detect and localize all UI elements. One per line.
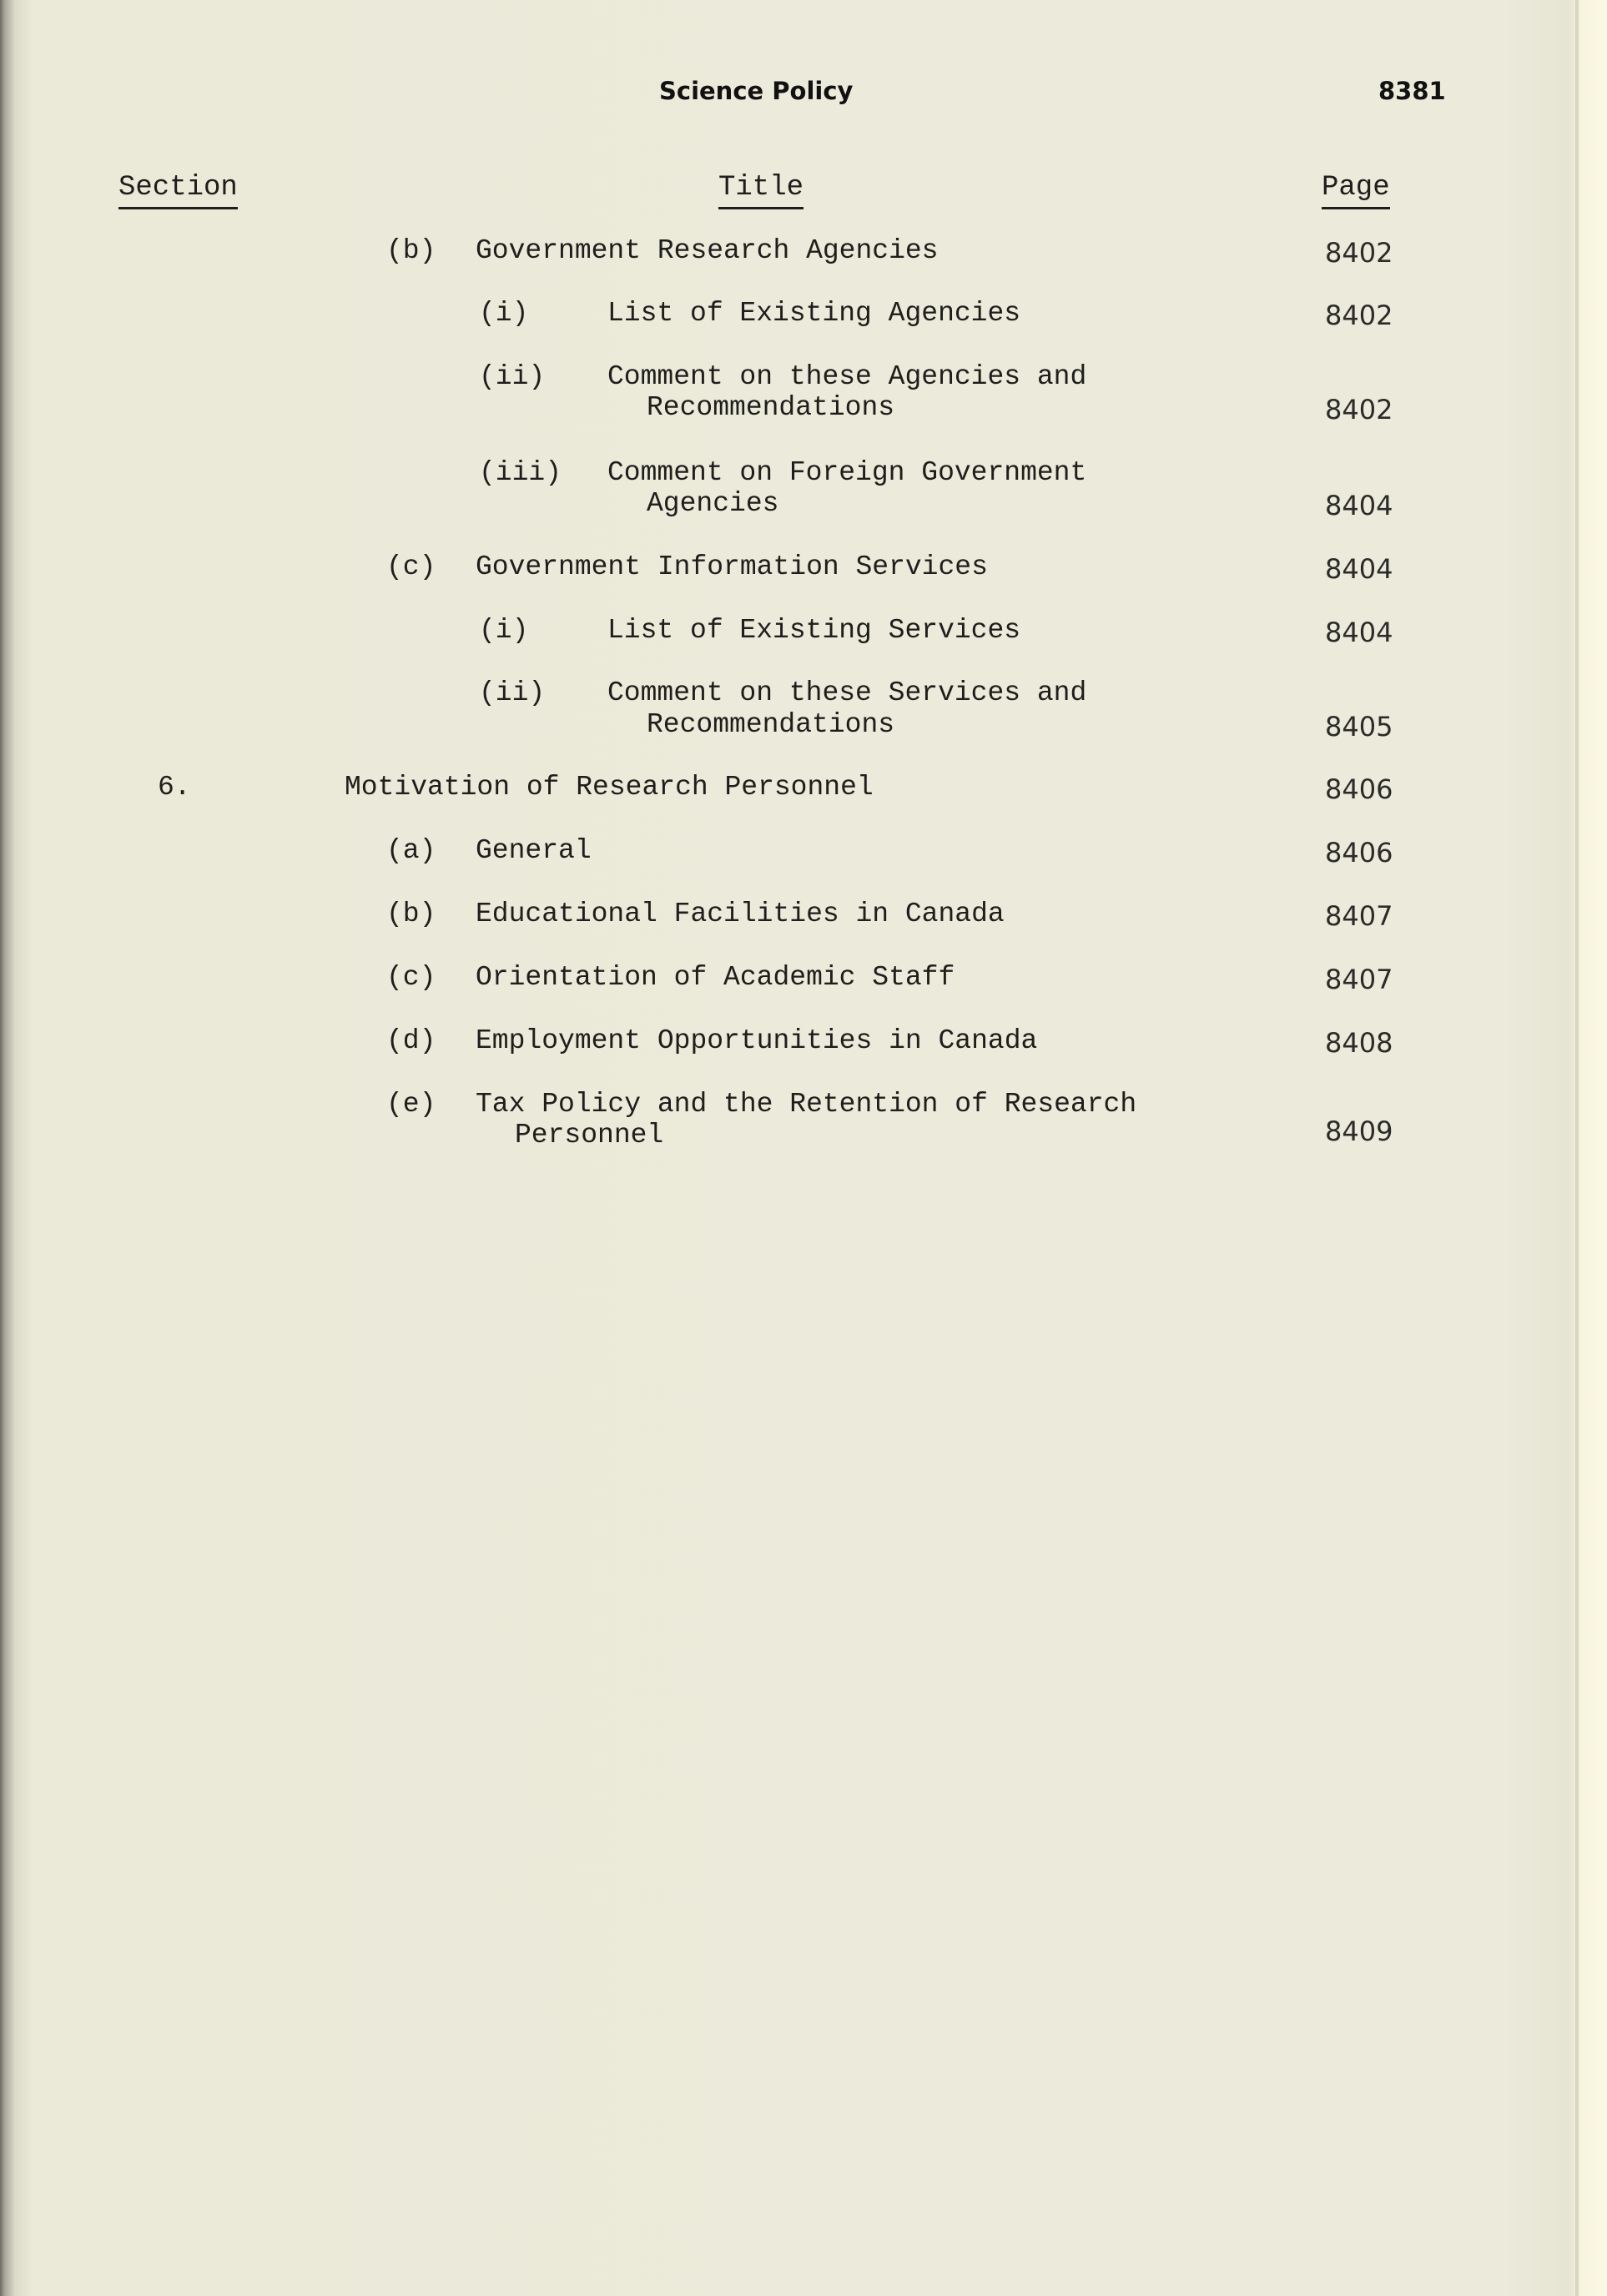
toc-entry-title: List of Existing Agencies xyxy=(607,298,1021,329)
toc-entry-page: 8408 xyxy=(1325,1027,1393,1059)
page-edge xyxy=(1575,0,1579,2296)
toc-entry-page: 8407 xyxy=(1325,900,1393,932)
toc-entry-title-continued: Recommendations xyxy=(647,709,895,740)
running-head-title: Science Policy xyxy=(659,77,854,105)
toc-entry-title: Employment Opportunities in Canada xyxy=(476,1025,1038,1056)
toc-entry-title-continued: Agencies xyxy=(647,488,779,519)
toc-entry-page: 8404 xyxy=(1325,617,1393,648)
toc-entry-marker: (d) xyxy=(386,1025,436,1056)
toc-entry-marker: (b) xyxy=(386,235,436,266)
toc-entry-marker: (iii) xyxy=(479,457,562,488)
toc-entry-title: Comment on Foreign Government xyxy=(607,457,1087,488)
toc-entry-page: 8406 xyxy=(1325,773,1393,805)
toc-entry-page: 8407 xyxy=(1325,964,1393,995)
toc-entry-title: Comment on these Services and xyxy=(607,677,1087,708)
toc-entry-page: 8406 xyxy=(1325,837,1393,869)
toc-entry-title: Government Information Services xyxy=(476,551,988,582)
toc-entry-title: Government Research Agencies xyxy=(476,235,939,266)
toc-entry-marker: (ii) xyxy=(479,677,546,708)
toc-entry-title: Motivation of Research Personnel xyxy=(345,772,874,803)
running-head-page-number: 8381 xyxy=(1378,77,1446,105)
toc-entry-marker: (ii) xyxy=(479,361,546,392)
toc-entry-page: 8409 xyxy=(1325,1115,1393,1147)
toc-entry-page: 8402 xyxy=(1325,394,1393,425)
toc-entry-page: 8405 xyxy=(1325,711,1393,743)
column-header-page: Page xyxy=(1322,171,1390,209)
column-header-section: Section xyxy=(118,171,238,209)
toc-entry-marker: (e) xyxy=(386,1089,436,1120)
toc-entry-page: 8402 xyxy=(1325,237,1393,269)
toc-entry-title: Orientation of Academic Staff xyxy=(476,962,955,993)
toc-entry-page: 8404 xyxy=(1325,553,1393,585)
toc-entry-page: 8402 xyxy=(1325,300,1393,331)
toc-entry-title: Tax Policy and the Retention of Research xyxy=(476,1089,1137,1120)
toc-entry-marker: 6. xyxy=(158,772,191,803)
toc-entry-title: General xyxy=(476,835,592,866)
toc-entry-marker: (a) xyxy=(386,835,436,866)
toc-entry-title-continued: Recommendations xyxy=(647,392,895,423)
toc-entry-title: Comment on these Agencies and xyxy=(607,361,1087,392)
toc-entry-marker: (c) xyxy=(386,962,436,993)
column-header-title: Title xyxy=(718,171,804,209)
toc-entry-marker: (b) xyxy=(386,899,436,929)
toc-entry-marker: (i) xyxy=(479,298,529,329)
toc-entry-marker: (c) xyxy=(386,551,436,582)
toc-entry-title: Educational Facilities in Canada xyxy=(476,899,1005,929)
toc-entry-title: List of Existing Services xyxy=(607,615,1021,646)
toc-entry-page: 8404 xyxy=(1325,490,1393,521)
toc-entry-marker: (i) xyxy=(479,615,529,646)
toc-entry-title-continued: Personnel xyxy=(515,1120,664,1151)
